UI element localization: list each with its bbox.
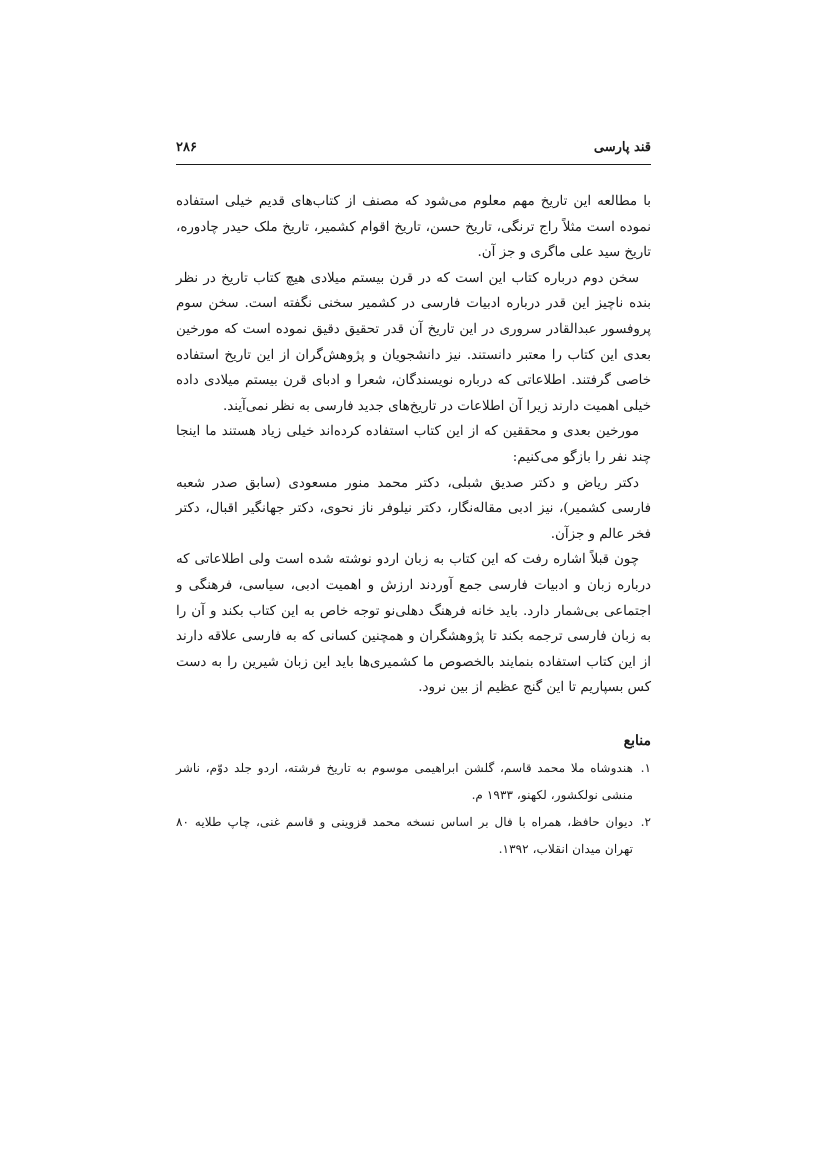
paragraph: با مطالعه این تاریخ مهم معلوم می‌شود که مصنف از کتاب‌های قدیم خیلی استفاده نموده است مثلاً راج ترنگی، تاریخ حسن، تاریخ اقوام کشمیر، تاریخ ملک حیدر چادوره، تاریخ سید علی ماگری و جز آن.: [176, 194, 651, 261]
references-heading: منابع: [623, 732, 651, 749]
article-body: [176, 189, 651, 701]
paragraph: مورخین بعدی و محققین که از این کتاب استفاده کرده‌اند خیلی زیاد هستند ما اینجا چند نفر را بازگو می‌کنیم:: [176, 424, 651, 465]
paragraph: دکتر ریاض و دکتر صدیق شبلی، دکتر محمد منور مسعودی (سابق صدر شعبه فارسی کشمیر)، نیز ادبی مقاله‌نگار، دکتر نیلوفر ناز نحوی، دکتر جهانگیر اقبال، دکتر فخر عالم و جزآن.: [176, 475, 651, 542]
reference-number: ۲.: [640, 814, 651, 829]
document-page: [176, 140, 651, 863]
paragraph: چون قبلاً اشاره رفت که این کتاب به زبان اردو نوشته شده است ولی اطلاعاتی که درباره زبان و ادبیات فارسی جمع آوردند ارزش و اهمیت ادبی، سیاسی، فرهنگی و اجتماعی بی‌شمار دارد. باید خانه فرهنگ دهلی‌نو توجه خاص به این کتاب بکند و آن را به زبان فارسی ترجمه بکند تا پژوهشگران و همچنین کسانی که به فارسی علاقه دارند از این کتاب استفاده بنمایند بالخصوص ما کشمیری‌ها باید این زبان شیرین را به دست کس بسپاریم تا این گنج عظیم از بین نرود.: [176, 552, 651, 696]
reference-text: دیوان حافظ، همراه با فال بر اساس نسخه محمد قزوینی و قاسم غنی، چاپ طلایه ۸۰ تهران میدان انقلاب، ۱۳۹۲.: [176, 814, 633, 856]
reference-item: [176, 809, 651, 863]
reference-text: هندوشاه ملا محمد قاسم، گلشن ابراهیمی موسوم به تاریخ فرشته، اردو جلد دوّم، ناشر منشی نولکشور، لکهنو، ۱۹۳۳ م.: [176, 760, 633, 802]
reference-item: [176, 755, 651, 809]
references-list: [176, 755, 651, 863]
running-header: [176, 140, 651, 165]
paragraph: سخن دوم درباره کتاب این است که در قرن بیستم میلادی هیچ کتاب تاریخ در نظر بنده ناچیز این قدر درباره ادبیات فارسی در کشمیر سخنی نگفته است. سخن سوم پروفسور عبدالقادر سروری در این تاریخ آن قدر تحقیق دقیق نموده است که مورخین بعدی این کتاب را معتبر دانستند. نیز دانشجویان و پژوهش‌گران از این تاریخ استفاده خاصی گرفتند. اطلاعاتی که درباره نویسندگان، شعرا و ادبای قرن بیستم میلادی داده خیلی اهمیت دارند زیرا آن اطلاعات در تاریخ‌های جدید فارسی به نظر نمی‌آیند.: [176, 270, 651, 414]
page-number: ۲۸۶: [176, 140, 197, 155]
reference-number: ۱.: [640, 760, 651, 775]
journal-title: قند پارسی: [593, 140, 651, 155]
